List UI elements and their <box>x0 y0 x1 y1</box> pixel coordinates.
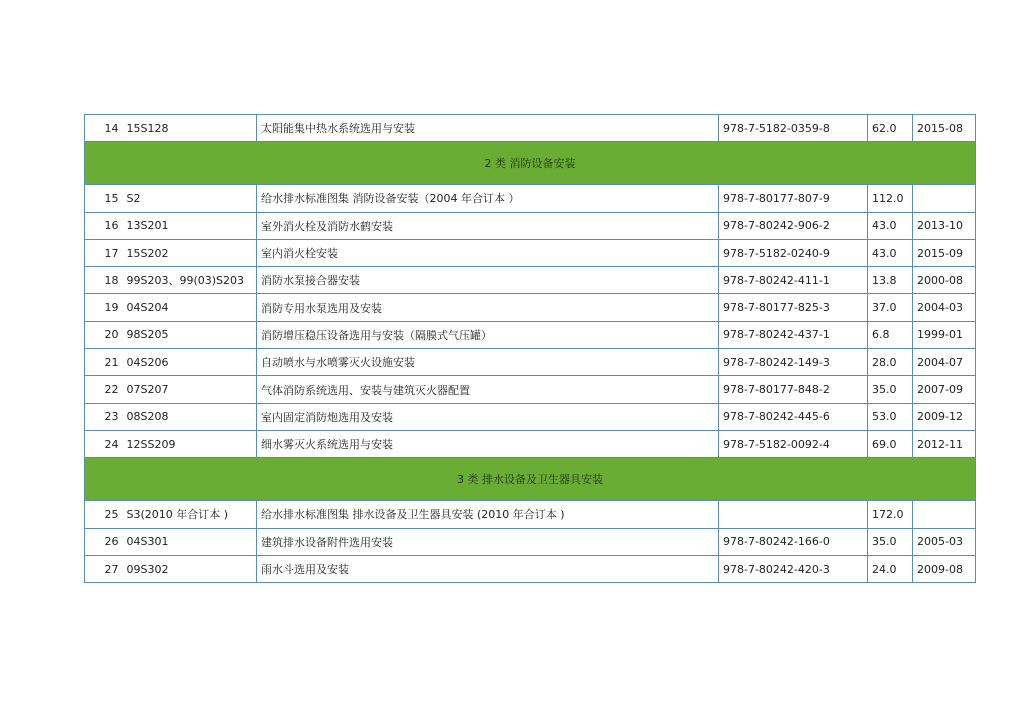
publish-date: 2012-11 <box>913 430 976 457</box>
atlas-code: 09S302 <box>123 555 257 582</box>
publish-date: 1999-01 <box>913 321 976 348</box>
section-label: 2 类 消防设备安装 <box>85 142 976 185</box>
isbn: 978-7-80242-149-3 <box>719 349 868 376</box>
table-row <box>85 555 976 582</box>
atlas-title: 给水排水标准图集 消防设备安装（2004 年合订本 ） <box>257 185 719 212</box>
table-row <box>85 321 976 348</box>
row-number: 19 <box>85 294 123 321</box>
table-row <box>85 528 976 555</box>
row-number: 18 <box>85 267 123 294</box>
publish-date: 2004-07 <box>913 349 976 376</box>
atlas-title: 消防水泵接合器安装 <box>257 267 719 294</box>
isbn: 978-7-5182-0359-8 <box>719 115 868 142</box>
atlas-title: 太阳能集中热水系统选用与安装 <box>257 115 719 142</box>
row-number: 22 <box>85 376 123 403</box>
atlas-code: 98S205 <box>123 321 257 348</box>
price: 62.0 <box>868 115 913 142</box>
price: 112.0 <box>868 185 913 212</box>
atlas-title: 室内固定消防炮选用及安装 <box>257 403 719 430</box>
atlas-title: 自动喷水与水喷雾灭火设施安装 <box>257 349 719 376</box>
atlas-code: S3(2010 年合订本 ) <box>123 501 257 528</box>
row-number: 20 <box>85 321 123 348</box>
atlas-code: 15S202 <box>123 239 257 266</box>
row-number: 15 <box>85 185 123 212</box>
isbn: 978-7-80242-445-6 <box>719 403 868 430</box>
publish-date: 2000-08 <box>913 267 976 294</box>
price: 28.0 <box>868 349 913 376</box>
atlas-code: 13S201 <box>123 212 257 239</box>
publish-date: 2009-12 <box>913 403 976 430</box>
row-number: 24 <box>85 430 123 457</box>
atlas-code: 04S301 <box>123 528 257 555</box>
atlas-title: 气体消防系统选用、安装与建筑灭火器配置 <box>257 376 719 403</box>
atlas-title: 细水雾灭火系统选用与安装 <box>257 430 719 457</box>
publish-date: 2005-03 <box>913 528 976 555</box>
row-number: 26 <box>85 528 123 555</box>
row-number: 23 <box>85 403 123 430</box>
atlas-code: 08S208 <box>123 403 257 430</box>
atlas-title: 室外消火栓及消防水鹤安装 <box>257 212 719 239</box>
price: 43.0 <box>868 212 913 239</box>
row-number: 16 <box>85 212 123 239</box>
isbn: 978-7-80177-825-3 <box>719 294 868 321</box>
price: 35.0 <box>868 528 913 555</box>
table-row <box>85 267 976 294</box>
price: 24.0 <box>868 555 913 582</box>
atlas-title: 室内消火栓安装 <box>257 239 719 266</box>
isbn: 978-7-80242-411-1 <box>719 267 868 294</box>
publish-date: 2009-08 <box>913 555 976 582</box>
publish-date: 2015-09 <box>913 239 976 266</box>
atlas-code: 12SS209 <box>123 430 257 457</box>
atlas-code: 04S206 <box>123 349 257 376</box>
atlas-code: 07S207 <box>123 376 257 403</box>
price: 53.0 <box>868 403 913 430</box>
price: 37.0 <box>868 294 913 321</box>
price: 172.0 <box>868 501 913 528</box>
atlas-code: 99S203、99(03)S203 <box>123 267 257 294</box>
isbn: 978-7-5182-0092-4 <box>719 430 868 457</box>
isbn: 978-7-5182-0240-9 <box>719 239 868 266</box>
row-number: 27 <box>85 555 123 582</box>
table-row <box>85 185 976 212</box>
price: 13.8 <box>868 267 913 294</box>
table-row <box>85 403 976 430</box>
table-row <box>85 430 976 457</box>
catalog-body <box>85 115 976 583</box>
row-number: 17 <box>85 239 123 266</box>
isbn: 978-7-80177-848-2 <box>719 376 868 403</box>
publish-date <box>913 185 976 212</box>
table-row <box>85 115 976 142</box>
isbn <box>719 501 868 528</box>
table-row <box>85 294 976 321</box>
atlas-code: 15S128 <box>123 115 257 142</box>
catalog-table <box>84 114 976 583</box>
price: 6.8 <box>868 321 913 348</box>
price: 43.0 <box>868 239 913 266</box>
isbn: 978-7-80242-437-1 <box>719 321 868 348</box>
section-label: 3 类 排水设备及卫生器具安装 <box>85 458 976 501</box>
section-header-row <box>85 458 976 501</box>
isbn: 978-7-80242-420-3 <box>719 555 868 582</box>
atlas-title: 给水排水标准图集 排水设备及卫生器具安装 (2010 年合订本 ) <box>257 501 719 528</box>
atlas-title: 消防增压稳压设备选用与安装（隔膜式气压罐） <box>257 321 719 348</box>
atlas-title: 消防专用水泵选用及安装 <box>257 294 719 321</box>
price: 35.0 <box>868 376 913 403</box>
table-row <box>85 349 976 376</box>
atlas-title: 雨水斗选用及安装 <box>257 555 719 582</box>
row-number: 21 <box>85 349 123 376</box>
publish-date: 2015-08 <box>913 115 976 142</box>
publish-date: 2004-03 <box>913 294 976 321</box>
table-row <box>85 376 976 403</box>
section-header-row <box>85 142 976 185</box>
table-row <box>85 501 976 528</box>
row-number: 25 <box>85 501 123 528</box>
atlas-title: 建筑排水设备附件选用安装 <box>257 528 719 555</box>
atlas-code: S2 <box>123 185 257 212</box>
publish-date: 2007-09 <box>913 376 976 403</box>
isbn: 978-7-80177-807-9 <box>719 185 868 212</box>
table-row <box>85 239 976 266</box>
publish-date: 2013-10 <box>913 212 976 239</box>
atlas-code: 04S204 <box>123 294 257 321</box>
isbn: 978-7-80242-166-0 <box>719 528 868 555</box>
price: 69.0 <box>868 430 913 457</box>
table-row <box>85 212 976 239</box>
publish-date <box>913 501 976 528</box>
row-number: 14 <box>85 115 123 142</box>
isbn: 978-7-80242-906-2 <box>719 212 868 239</box>
